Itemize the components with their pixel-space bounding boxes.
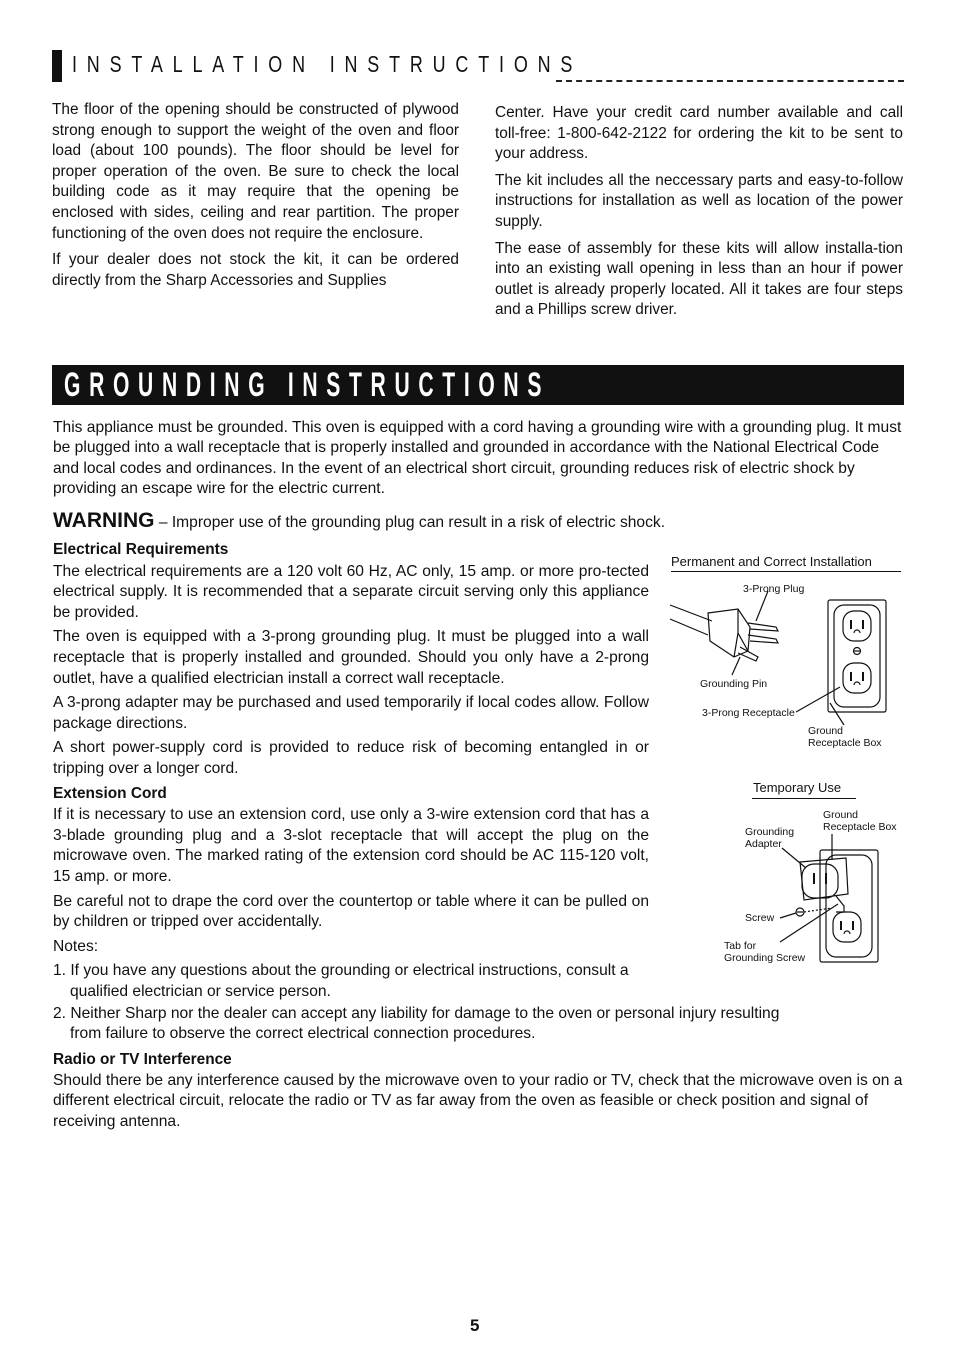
receptacle-outlet xyxy=(833,912,861,942)
installation-left-column xyxy=(52,100,459,297)
installation-right-column xyxy=(495,103,903,327)
label-grounding-adapter xyxy=(745,826,794,850)
radio-tv-paragraph: Should there be any interference caused by the microwave oven to your radio or TV, check that the microwave oven is on a different electrical circuit, relocate the radio or TV as far away from the oven as feasible or check position and signal of receiving antenna. xyxy=(53,1072,903,1130)
electrical-requirements-heading: Electrical Requirements xyxy=(53,541,229,558)
label-grounding-pin: Grounding Pin xyxy=(700,678,768,690)
label-line: Grounding Screw xyxy=(724,952,806,964)
receptacle-box xyxy=(828,600,886,712)
warning-line xyxy=(53,509,905,533)
prong xyxy=(748,623,778,631)
section-header-bar xyxy=(52,50,62,82)
label-3-prong-plug: 3-Prong Plug xyxy=(743,583,805,595)
figure1-title: Permanent and Correct Installation xyxy=(671,554,872,569)
label-ground-box xyxy=(808,725,882,749)
grounding-title: GROUNDING INSTRUCTIONS xyxy=(64,366,551,404)
label-line: Receptacle Box xyxy=(823,821,897,833)
label-tab xyxy=(724,940,805,964)
power-cord xyxy=(670,605,712,621)
paragraph: The floor of the opening should be constructed of plywood strong enough to support the weight of the oven and floor load (about 100 pounds). The floor should be level for proper operation of the oven. Be sure to check the local building code as it may require that the opening be enclosed with sides, ceiling and rear partition. The proper functioning of the oven does not require the enclosure. xyxy=(52,101,459,242)
figure2-title: Temporary Use xyxy=(753,780,842,795)
paragraph: If it is necessary to use an extension cord, use only a 3-wire extension cord that has a 3-blade grounding plug and a 3-slot receptacle that will accept the plug on the microwave oven. The marked rating of the extension cord should be AC 115-120 volt, 15 amp. or more. xyxy=(53,806,649,885)
label-3-prong-receptacle: 3-Prong Receptacle xyxy=(702,707,795,719)
grounding-intro: This appliance must be grounded. This oven is equipped with a cord having a grounding wire with a grounding plug. It must be plugged into a wall receptacle that is properly installed and grounded in accordance with the National Electrical Code and local codes and ordinances. In the event of an electrical short circuit, grounding reduces risk of electric shock by providing an escape wire for the electric current. xyxy=(53,419,902,498)
warning-text: – Improper use of the grounding plug can result in a risk of electric shock. xyxy=(154,514,666,531)
paragraph: The ease of assembly for these kits will allow installa-tion into an existing wall opening in less than an hour if power outlet is already properly located. All it takes are four steps and a Phillips screw driver. xyxy=(495,239,903,319)
paragraph: If your dealer does not stock the kit, it can be ordered directly from the Sharp Accessories and Supplies xyxy=(52,251,459,289)
label-line: Adapter xyxy=(745,838,782,850)
paragraph: The oven is equipped with a 3-prong grounding plug. It must be plugged into a wall receptacle that is properly installed and grounded. Should you only have a 2-prong outlet, have a qualified electrician install a correct wall receptacle. xyxy=(53,628,649,687)
label-line: Ground xyxy=(808,725,844,737)
plug-body xyxy=(708,609,750,657)
label-line: Ground xyxy=(823,809,859,821)
notes-label: Notes: xyxy=(53,937,99,955)
note-item: 2. Neither Sharp nor the dealer can accept any liability for damage to the oven or personal injury resulting from failure to observe the correct electrical connection procedures. xyxy=(53,1005,780,1043)
label-line: Receptacle Box xyxy=(808,737,882,749)
figure2-title-rule xyxy=(752,798,856,799)
receptacle-outlet xyxy=(843,611,871,641)
paragraph: Center. Have your credit card number available and call toll-free: 1-800-642-2122 for ordering the kit to be sent to your address. xyxy=(495,104,903,163)
page-number: 5 xyxy=(470,1316,480,1335)
figure1-title-rule xyxy=(671,571,901,572)
grounding-left-column xyxy=(53,540,649,1006)
extension-cord-heading: Extension Cord xyxy=(53,784,167,802)
receptacle-outlet xyxy=(843,663,871,693)
label-screw: Screw xyxy=(745,912,775,924)
warning-label: WARNING xyxy=(53,509,155,532)
paragraph: Be careful not to drape the cord over the countertop or table where it can be pulled on by children or tripped over accidentally. xyxy=(53,892,649,931)
radio-tv-heading: Radio or TV Interference xyxy=(53,1051,232,1068)
note-item: 1. If you have any questions about the grounding or electrical instructions, consult a qualified electrician or service person. xyxy=(53,962,629,1000)
label-ground-box xyxy=(823,809,897,833)
paragraph: A short power-supply cord is provided to reduce risk of becoming entangled in or tripping over a longer cord. xyxy=(53,739,649,777)
label-line: Grounding xyxy=(745,826,795,838)
paragraph: The kit includes all the neccessary parts and easy-to-follow instructions for installation as well as location of the power supply. xyxy=(495,171,903,230)
header-dashed-rule xyxy=(556,80,904,82)
receptacle-box xyxy=(820,850,878,962)
paragraph: A 3-prong adapter may be purchased and used temporarily if local codes allow. Follow package directions. xyxy=(53,694,649,732)
installation-title: INSTALLATION INSTRUCTIONS xyxy=(72,51,583,77)
paragraph: The electrical requirements are a 120 volt 60 Hz, AC only, 15 amp. or more pro-tected electrical supply. It is recommended that a separate circuit serving only this appliance be provided. xyxy=(53,562,649,621)
label-line: Tab for xyxy=(724,940,757,952)
